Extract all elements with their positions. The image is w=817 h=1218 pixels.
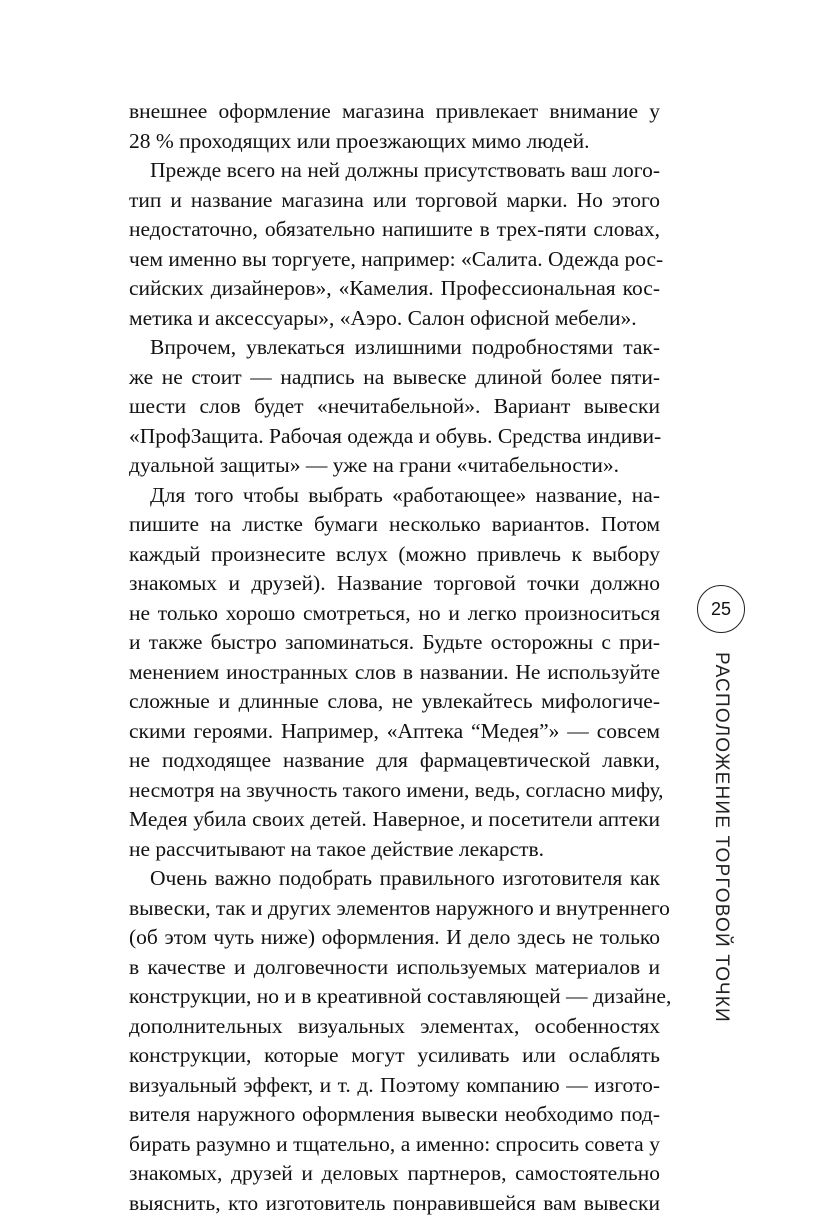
text-line: Медея убила своих детей. Наверное, и посетители аптеки (129, 805, 660, 835)
paragraph (129, 333, 660, 481)
text-line: каждый произнесите вслух (можно привлечь к выбору (129, 540, 660, 570)
text-line: 28 % проходящих или проезжающих мимо людей. (129, 127, 660, 157)
text-line: пишите на листке бумаги несколько вариантов. Потом (129, 510, 660, 540)
paragraph (129, 864, 660, 1218)
text-line: же не стоит — надпись на вывеске длиной более пяти- (129, 363, 660, 393)
text-line: дуальной защиты» — уже на грани «читабельности». (129, 451, 660, 481)
paragraph (129, 156, 660, 333)
running-head: РАСПОЛОЖЕНИЕ ТОРГОВОЙ ТОЧКИ (703, 652, 739, 982)
text-line: не рассчитывают на такое действие лекарств. (129, 835, 660, 865)
paragraph (129, 481, 660, 865)
text-line: выяснить, кто изготовитель понравившейся вам вывески (129, 1189, 660, 1218)
text-line: менением иностранных слов в названии. Не используйте (129, 658, 660, 688)
text-line: Для того чтобы выбрать «работающее» название, на- (129, 481, 660, 511)
paragraph (129, 97, 660, 156)
text-line: вителя наружного оформления вывески необходимо под- (129, 1100, 660, 1130)
text-line: Впрочем, увлекаться излишними подробностями так- (129, 333, 660, 363)
page-number (697, 585, 745, 633)
text-line: чем именно вы торгуете, например: «Салита. Одежда рос- (129, 245, 660, 275)
text-line: сийских дизайнеров», «Камелия. Профессиональная кос- (129, 274, 660, 304)
text-line: Очень важно подобрать правильного изготовителя как (129, 864, 660, 894)
text-line: внешнее оформление магазина привлекает внимание у (129, 97, 660, 127)
text-line: в качестве и долговечности используемых материалов и (129, 953, 660, 983)
text-line: знакомых и друзей). Название торговой точки должно (129, 569, 660, 599)
text-line: конструкции, которые могут усиливать или ослаблять (129, 1041, 660, 1071)
text-line: и также быстро запоминаться. Будьте осторожны с при- (129, 628, 660, 658)
text-line: визуальный эффект, и т. д. Поэтому компанию — изгото- (129, 1071, 660, 1101)
body-text (129, 97, 660, 1218)
text-line: дополнительных визуальных элементах, особенностях (129, 1012, 660, 1042)
text-line: несмотря на звучность такого имени, ведь, согласно мифу, (129, 776, 660, 806)
text-line: Прежде всего на ней должны присутствовать ваш лого- (129, 156, 660, 186)
text-line: сложные и длинные слова, не увлекайтесь мифологиче- (129, 687, 660, 717)
text-line: скими героями. Например, «Аптека “Медея”» — совсем (129, 717, 660, 747)
text-line: метика и аксессуары», «Аэро. Салон офисной мебели». (129, 304, 660, 334)
text-line: не только хорошо смотреться, но и легко произноситься (129, 599, 660, 629)
text-line: бирать разумно и тщательно, а именно: спросить совета у (129, 1130, 660, 1160)
text-line: знакомых, друзей и деловых партнеров, самостоятельно (129, 1159, 660, 1189)
text-line: не подходящее название для фармацевтической лавки, (129, 746, 660, 776)
text-line: «ПрофЗащита. Рабочая одежда и обувь. Средства индиви- (129, 422, 660, 452)
text-line: (об этом чуть ниже) оформления. И дело здесь не только (129, 923, 660, 953)
text-line: тип и название магазина или торговой марки. Но этого (129, 186, 660, 216)
text-line: конструкции, но и в креативной составляющей — дизайне, (129, 982, 660, 1012)
page-number-label: 25 (711, 599, 731, 620)
text-line: недостаточно, обязательно напишите в трех-пяти словах, (129, 215, 660, 245)
text-line: вывески, так и других элементов наружного и внутреннего (129, 894, 660, 924)
text-line: шести слов будет «нечитабельной». Вариант вывески (129, 392, 660, 422)
